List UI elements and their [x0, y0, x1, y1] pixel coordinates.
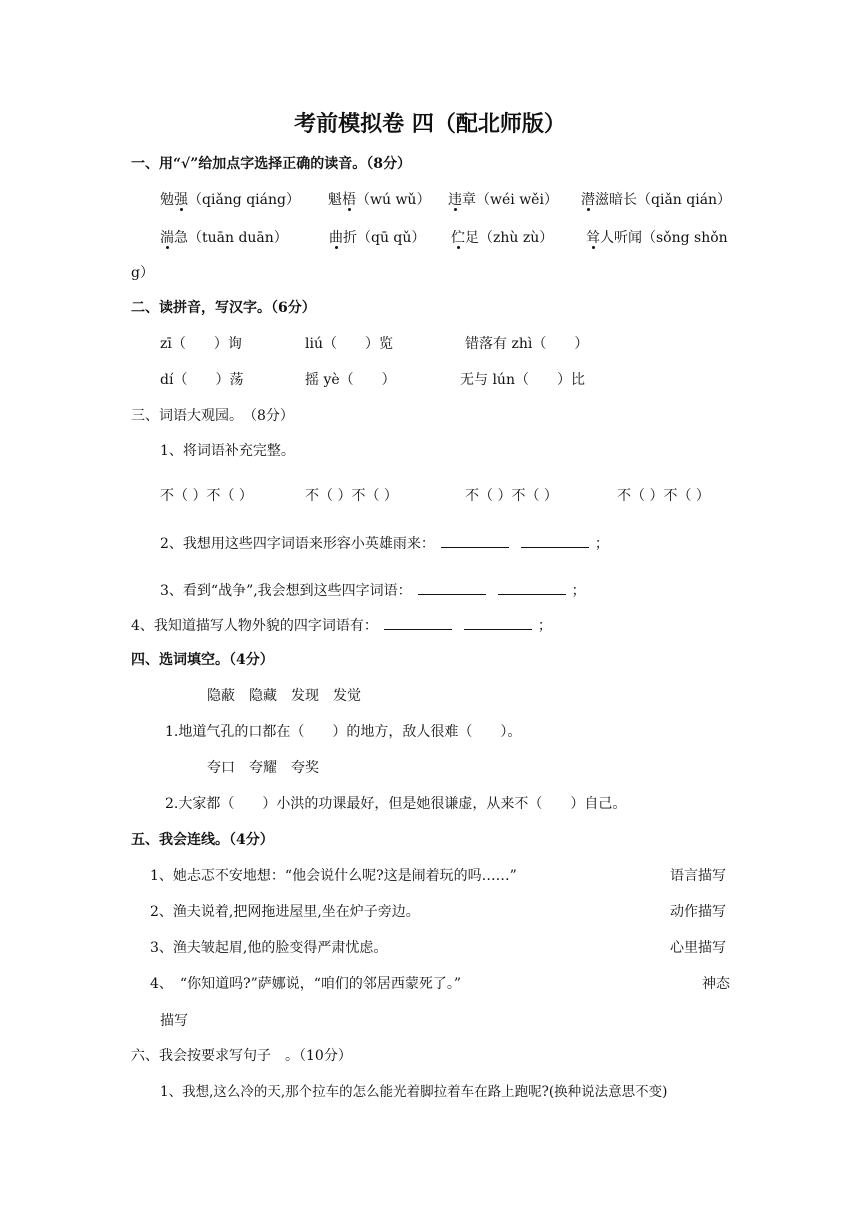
hanzi-item: 无与 lún（ ）比	[460, 372, 585, 388]
pinyin-item: 潜滋暗长（qiǎn qián）	[581, 192, 732, 208]
section-1-heading: 一、用“√”给加点字选择正确的读音。（8分）	[131, 156, 412, 172]
hanzi-item: liú（ ）览	[305, 336, 393, 352]
fill-item: 不（ ）不（ ）	[160, 488, 253, 504]
question-text: 2.大家都（ ）小洪的功课最好，但是她很谦虚，从来不（ ）自己。	[165, 796, 627, 812]
section-6-heading: 六、我会按要求写句子 。（10分）	[131, 1048, 352, 1064]
match-sentence: 3、渔夫皱起眉,他的脸变得严肃忧虑。	[150, 940, 388, 956]
question-text: 1、我想,这么冷的天,那个拉车的怎么能光着脚拉着车在路上跑呢?(换种说法意思不变)	[160, 1084, 668, 1100]
section-5-heading: 五、我会连线。（4分）	[131, 832, 274, 848]
match-sentence: 1、她忐忑不安地想：“他会说什么呢?这是闹着玩的吗……”	[150, 868, 517, 884]
answer-blank[interactable]	[418, 580, 486, 595]
pinyin-wrap-text: g）	[131, 265, 154, 281]
match-option: 神态	[702, 976, 730, 992]
hanzi-item: 错落有 zhì（ ）	[465, 336, 589, 352]
question-line: 2、我想用这些四字词语来形容小英雄雨来： ；	[160, 533, 609, 554]
question-text: 1.地道气孔的口都在（ ）的地方，敌人很难（ ）。	[165, 724, 522, 740]
pinyin-item: 曲折（qū qǔ）	[329, 230, 426, 246]
fill-item: 不（ ）不（ ）	[305, 488, 398, 504]
section-3-heading: 三、词语大观园。 （8分）	[131, 408, 294, 424]
pinyin-item: 耸人听闻（sǒng shǒn	[586, 230, 728, 246]
question-text: 1、将词语补充完整。	[160, 443, 295, 459]
pinyin-item: 违章（wéi wěi）	[448, 192, 558, 208]
match-sentence: 2、渔夫说着,把网拖进屋里,坐在炉子旁边。	[150, 904, 420, 920]
pinyin-item: 湍急（tuān duān）	[160, 230, 288, 246]
match-option: 语言描写	[670, 868, 726, 884]
match-wrap-text: 描写	[160, 1013, 188, 1029]
pinyin-item: 伫足（zhù zù）	[451, 230, 554, 246]
match-option: 动作描写	[670, 904, 726, 920]
question-line: 4、我知道描写人物外貌的四字词语有： ；	[131, 615, 552, 636]
word-choices: 隐蔽 隐藏 发现 发觉	[207, 688, 361, 704]
match-sentence: 4、 “你知道吗?”萨娜说，“咱们的邻居西蒙死了。”	[150, 976, 462, 992]
hanzi-item: zī（ ）询	[160, 336, 242, 352]
answer-blank[interactable]	[441, 533, 509, 548]
hanzi-item: dí（ ）荡	[160, 372, 244, 388]
answer-blank[interactable]	[464, 615, 532, 630]
word-choices: 夸口 夸耀 夸奖	[207, 760, 319, 776]
answer-blank[interactable]	[384, 615, 452, 630]
hanzi-item: 摇 yè（ ）	[305, 372, 396, 388]
answer-blank[interactable]	[498, 580, 566, 595]
section-4-heading: 四、选词填空。（4分）	[131, 652, 274, 668]
question-line: 3、看到“战争”,我会想到这些四字词语： ；	[160, 580, 586, 601]
answer-blank[interactable]	[521, 533, 589, 548]
page-title: 考前模拟卷 四（配北师版）	[294, 111, 566, 137]
fill-item: 不（ ）不（ ）	[617, 488, 710, 504]
pinyin-item: 魁梧（wú wǔ）	[328, 192, 431, 208]
fill-item: 不（ ）不（ ）	[465, 488, 558, 504]
pinyin-item: 勉强（qiǎng qiáng）	[160, 192, 300, 208]
match-option: 心里描写	[670, 940, 726, 956]
section-2-heading: 二、读拼音，写汉字。（6分）	[131, 300, 316, 316]
